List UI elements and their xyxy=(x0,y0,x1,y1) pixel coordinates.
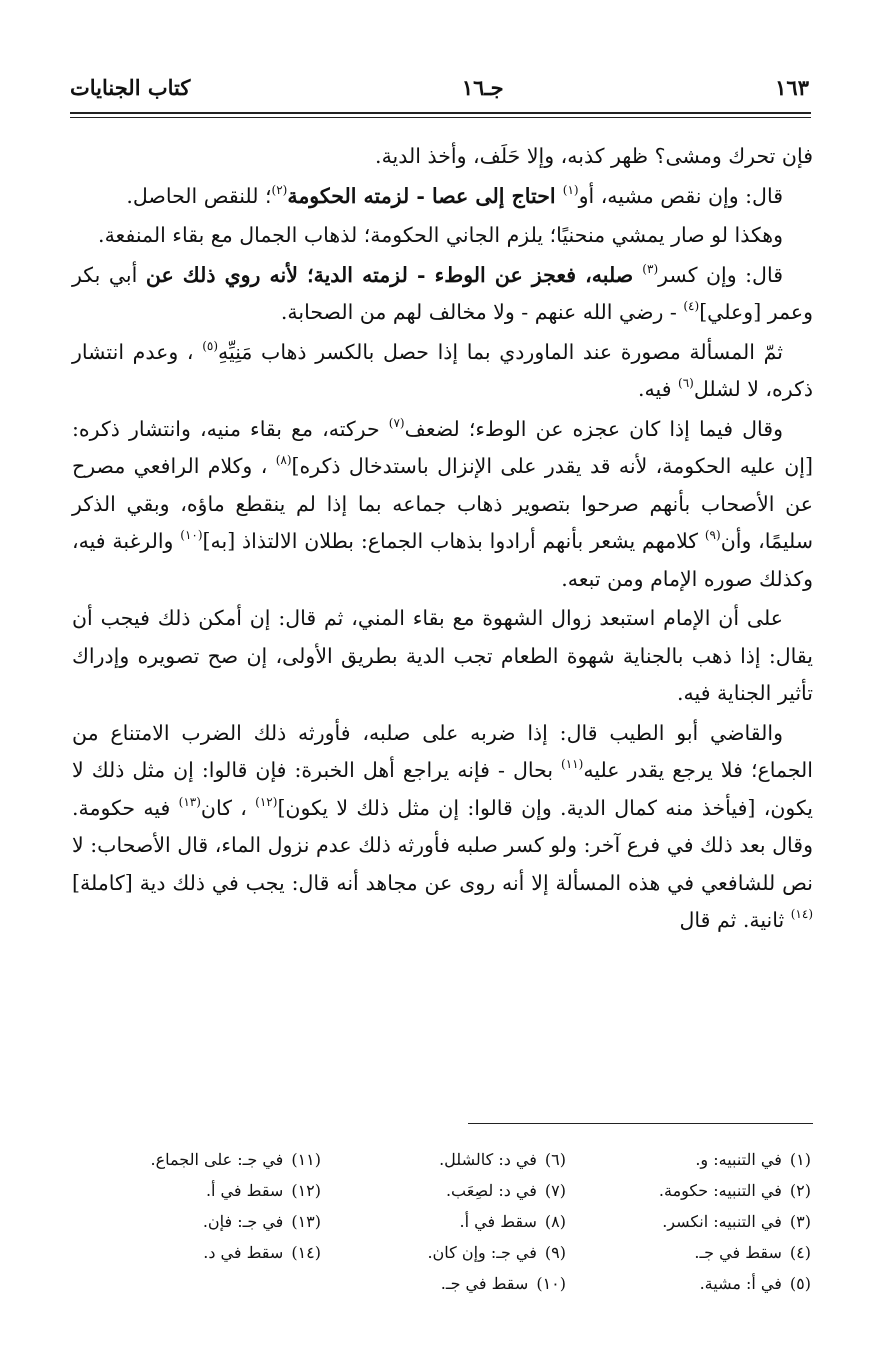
footnote-ref[interactable]: (١٢) xyxy=(255,794,278,809)
footnote-number: (١٠) xyxy=(536,1274,566,1293)
text-run: سقط في جـ. xyxy=(694,1243,782,1262)
text-run: ثمّ المسألة مصورة عند الماوردي بما إذا حصل بالكسر ذهاب مَنِيِّهِ xyxy=(218,339,783,364)
footnote-ref[interactable]: (٩) xyxy=(704,528,721,542)
main-text xyxy=(72,138,813,942)
paragraph-4 xyxy=(72,257,813,332)
paragraph-3 xyxy=(72,217,813,255)
footnote-ref[interactable]: (١٤) xyxy=(790,907,813,921)
text-run: في التنبيه: و. xyxy=(695,1150,782,1169)
footnote-item xyxy=(586,1237,811,1268)
text-run: في أ: مشية. xyxy=(699,1274,782,1293)
footnote-number: (٦) xyxy=(544,1150,566,1169)
footnote-item xyxy=(96,1237,321,1268)
footnote-number: (٩) xyxy=(544,1243,566,1262)
text-run: ثانية. ثم قال xyxy=(679,908,791,932)
footnote-item xyxy=(341,1237,566,1268)
text-run: في التنبيه: انكسر. xyxy=(662,1212,782,1231)
text-run: سقط في د. xyxy=(203,1243,284,1262)
footnote-ref[interactable]: (٨) xyxy=(275,453,292,467)
footnote-number: (١٢) xyxy=(291,1181,321,1200)
page-number: ١٦٣ xyxy=(775,74,809,100)
book-title: كتاب الجنايات xyxy=(70,74,191,100)
text-run: في د: لصِعَب. xyxy=(445,1181,537,1200)
text-run: كلامهم يشعر بأنهم أرادوا بذهاب الجماع: بطلان الالتذاذ [به] xyxy=(202,529,705,553)
text-run: في التنبيه: حكومة. xyxy=(658,1181,782,1200)
footnote-ref[interactable]: (٦) xyxy=(678,376,694,390)
footnote-item xyxy=(586,1268,811,1299)
text-run: قال: وإن نقص مشيه، أو xyxy=(578,183,783,208)
footnote-column-3 xyxy=(96,1144,321,1299)
text-run: ، وكلام الرافعي مصرح عن الأصحاب بأنهم صرحوا بتصوير ذهاب جماعه بما إذا لم ينقطع ماؤه، وبقي الذكر سليمًا، وأن xyxy=(72,454,813,553)
text-run: فيه. xyxy=(638,377,679,401)
header-rule xyxy=(70,112,811,114)
footnotes xyxy=(96,1144,811,1299)
footnote-ref[interactable]: (١٠) xyxy=(180,528,203,542)
footnote-ref[interactable]: (٢) xyxy=(271,182,288,197)
footnote-number: (١١) xyxy=(291,1150,321,1169)
footnote-item xyxy=(586,1175,811,1206)
text-run: وقال فيما إذا كان عجزه عن الوطء؛ لضعف xyxy=(404,416,783,441)
text-run: في جـ: على الجماع. xyxy=(150,1150,284,1169)
paragraph-6 xyxy=(72,411,813,599)
text-run: حركته، مع بقاء منيه، وانتشار ذكره: [إن عليه الحكومة، لأنه قد يقدر على الإنزال باستدخال ذكره] xyxy=(72,416,814,478)
footnote-separator xyxy=(468,1123,813,1124)
text-run: - رضي الله عنهم - ولا مخالف لهم من الصحابة. xyxy=(280,300,684,324)
footnote-number: (١٣) xyxy=(291,1212,321,1231)
text-run: صلبه، فعجز عن الوطء - لزمته الدية؛ لأنه روي ذلك عن xyxy=(145,262,643,287)
footnote-ref[interactable]: (٥) xyxy=(202,338,219,353)
volume-label: جـ١٦ xyxy=(461,74,504,100)
footnote-ref[interactable]: (١) xyxy=(562,182,579,197)
footnote-number: (١) xyxy=(789,1150,811,1169)
footnote-item xyxy=(96,1144,321,1175)
footnote-item xyxy=(586,1206,811,1237)
text-run: سقط في أ. xyxy=(459,1212,537,1231)
text-run: ، وعدم انتشار ذكره، لا لشلل xyxy=(72,339,813,401)
paragraph-1 xyxy=(72,138,813,176)
text-run: احتاج إلى عصا - لزمته الحكومة xyxy=(287,183,563,208)
footnote-ref[interactable]: (٧) xyxy=(388,415,405,430)
text-run: على أن الإمام استبعد زوال الشهوة مع بقاء المني، ثم قال: إن أمكن ذلك فيجب أن يقال: إذا ذهب بالجناية شهوة الطعام تجب الدية بطريق الأولى، إن صح تصويره وإدراك تأثير الجناية فيه. xyxy=(72,606,813,705)
footnote-item xyxy=(96,1206,321,1237)
text-run: في جـ: وإن كان. xyxy=(427,1243,537,1262)
text-run: قال: وإن كسر xyxy=(658,262,783,287)
text-run: أبي بكر وعمر [وعلي] xyxy=(72,262,813,324)
text-run: فيه حكومة. وقال بعد ذلك في فرع آخر: ولو كسر صلبه فأورثه ذلك عدم نزول الماء، قال الأصحاب: لا نص للشافعي في هذه المسألة إلا أنه روى عن مجاهد أنه قال: يجب في ذلك دية [كاملة] xyxy=(72,795,813,895)
header-rule-thin xyxy=(70,117,811,118)
footnote-number: (٥) xyxy=(789,1274,811,1293)
text-run: بحال - فإنه يراجع أهل الخبرة: فإن قالوا: إن مثل ذلك لا يكون، [فيأخذ منه كمال الدية. وإن قالوا: إن مثل ذلك لا يكون] xyxy=(72,758,813,820)
paragraph-2 xyxy=(72,178,813,216)
footnote-number: (٨) xyxy=(544,1212,566,1231)
text-run: والقاضي أبو الطيب قال: إذا ضربه على صلبه، فأورثه ذلك الضرب الامتناع من الجماع؛ فلا يرجع يقدر عليه xyxy=(72,720,813,782)
footnote-ref[interactable]: (٤) xyxy=(683,299,700,313)
text-run: والرغبة فيه، وكذلك صوره الإمام ومن تبعه. xyxy=(72,529,813,591)
footnote-column-2 xyxy=(341,1144,566,1299)
footnote-ref[interactable]: (٣) xyxy=(642,261,659,276)
footnote-number: (٢) xyxy=(789,1181,811,1200)
text-run: سقط في جـ. xyxy=(440,1274,529,1293)
text-run: فإن تحرك ومشى؟ ظهر كذبه، وإلا حَلَف، وأخذ الدية. xyxy=(375,144,813,168)
footnote-number: (١٤) xyxy=(291,1243,321,1262)
running-header xyxy=(70,72,809,102)
footnote-item xyxy=(586,1144,811,1175)
text-run: في جـ: فإن. xyxy=(202,1212,284,1231)
footnote-number: (٤) xyxy=(789,1243,811,1262)
text-run: سقط في أ. xyxy=(205,1181,284,1200)
footnote-number: (٧) xyxy=(544,1181,566,1200)
footnote-item xyxy=(341,1268,566,1299)
footnote-item xyxy=(341,1144,566,1175)
text-run: ، كان xyxy=(200,795,256,820)
footnote-item xyxy=(341,1175,566,1206)
text-run: ؛ للنقص الحاصل. xyxy=(126,183,272,208)
footnote-ref[interactable]: (١١) xyxy=(561,757,584,771)
paragraph-5 xyxy=(72,334,813,409)
paragraph-8 xyxy=(72,715,813,940)
paragraph-7 xyxy=(72,600,813,713)
footnote-column-1 xyxy=(586,1144,811,1299)
footnote-ref[interactable]: (١٣) xyxy=(178,794,201,809)
text-run: في د: كالشلل. xyxy=(439,1150,537,1169)
footnote-item xyxy=(96,1175,321,1206)
footnote-number: (٣) xyxy=(789,1212,811,1231)
footnote-item xyxy=(341,1206,566,1237)
text-run: وهكذا لو صار يمشي منحنيًا؛ يلزم الجاني الحكومة؛ لذهاب الجمال مع بقاء المنفعة. xyxy=(98,223,783,247)
